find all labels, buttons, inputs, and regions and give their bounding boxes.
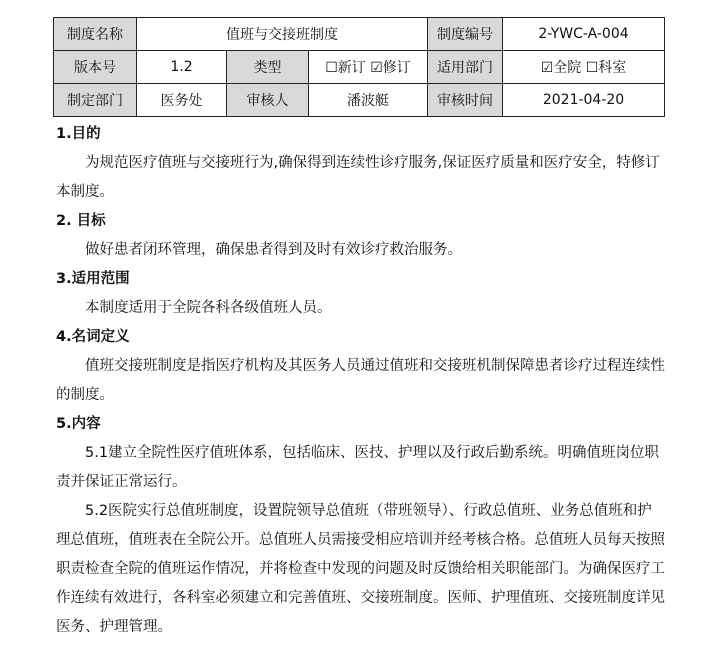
- document-info-table: [53, 17, 665, 117]
- dept-label: 制定部门: [54, 84, 137, 117]
- dept-value: 医务处: [137, 84, 227, 117]
- policy-name-value: 值班与交接班制度: [137, 18, 428, 51]
- scope-value: ☑全院 ☐科室: [503, 51, 665, 84]
- section-heading-goal: 2. 目标: [56, 213, 106, 229]
- table-row: [54, 51, 665, 84]
- section-paragraph: 5.1建立全院性医疗值班体系，包括临床、医技、护理以及行政后勤系统。明确值班岗位职责并保证正常运行。: [56, 445, 660, 490]
- policy-code-value: 2-YWC-A-004: [503, 18, 665, 51]
- section-paragraph: 本制度适用于全院各科各级值班人员。: [85, 300, 332, 316]
- section-heading-scope: 3.适用范围: [56, 271, 130, 287]
- policy-code-label: 制度编号: [428, 18, 503, 51]
- document-body: [56, 120, 666, 642]
- policy-name-label: 制度名称: [54, 18, 137, 51]
- section-heading-purpose: 1.目的: [56, 126, 101, 142]
- type-value: ☐新订 ☑修订: [309, 51, 428, 84]
- type-label: 类型: [227, 51, 309, 84]
- section-paragraph: 值班交接班制度是指医疗机构及其医务人员通过值班和交接班机制保障患者诊疗过程连续性的制度。: [56, 358, 665, 403]
- version-value: 1.2: [137, 51, 227, 84]
- section-paragraph: 为规范医疗值班与交接班行为,确保得到连续性诊疗服务,保证医疗质量和医疗安全，特修订本制度。: [56, 155, 660, 200]
- table-row: [54, 84, 665, 117]
- section-heading-content: 5.内容: [56, 416, 101, 432]
- review-date-value: 2021-04-20: [503, 84, 665, 117]
- section-heading-definitions: 4.名词定义: [56, 329, 130, 345]
- table-row: [54, 18, 665, 51]
- section-paragraph: 做好患者闭环管理，确保患者得到及时有效诊疗救治服务。: [85, 242, 462, 258]
- review-date-label: 审核时间: [428, 84, 503, 117]
- version-label: 版本号: [54, 51, 137, 84]
- scope-label: 适用部门: [428, 51, 503, 84]
- reviewer-label: 审核人: [227, 84, 309, 117]
- reviewer-value: 潘波艇: [309, 84, 428, 117]
- section-paragraph: 5.2医院实行总值班制度，设置院领导总值班（带班领导）、行政总值班、业务总值班和护理总值班，值班表在全院公开。总值班人员需接受相应培训并经考核合格。总值班人员每天按照职责检查全院的值班运作情况，并将检查中发现的问题及时反馈给相关职能部门。为确保医疗工作连续有效进行，各科室必须建立和完善值班、交接班制度。医师、护理值班、交接班制度详见医务、护理管理。: [56, 503, 665, 635]
